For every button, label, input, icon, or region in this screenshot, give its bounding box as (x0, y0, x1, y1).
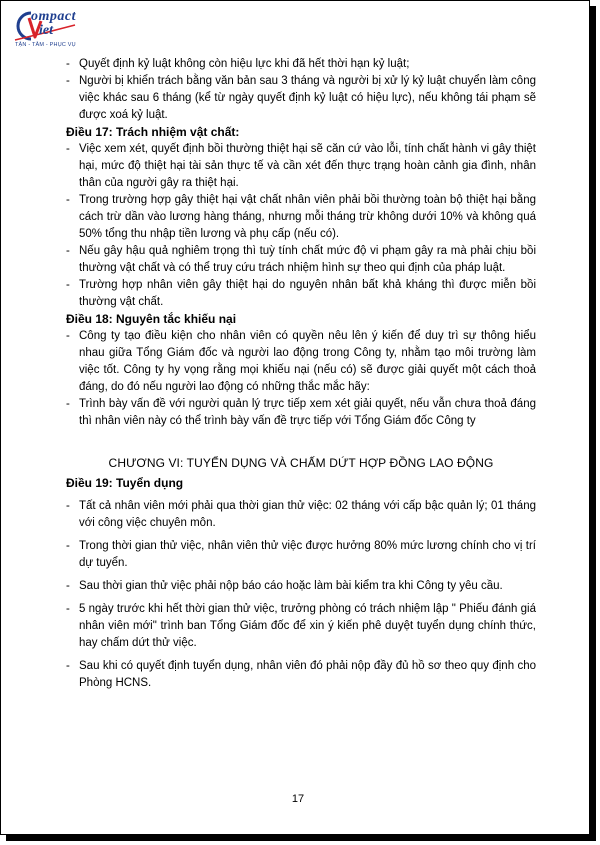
list-dash: - (66, 540, 70, 552)
list-item (66, 658, 536, 692)
list-item (66, 498, 536, 532)
article-heading: Điều 19: Tuyển dụng (66, 476, 184, 490)
list-dash: - (66, 279, 70, 291)
chapter-title: CHƯƠNG VI: TUYỂN DỤNG VÀ CHẤM DỨT HỢP ĐỒNG LAO ĐỘNG (108, 456, 494, 470)
list-dash: - (66, 58, 70, 70)
list-item-text: Trong thời gian thử việc, nhân viên thử việc được hưởng 80% mức lương chính cho vị trí dự tuyển. (79, 540, 536, 569)
list-dash: - (66, 660, 70, 672)
company-logo (5, 7, 97, 53)
list-item-text: Trình bày vấn đề với người quản lý trực tiếp xem xét giải quyết, nếu vẫn chưa thoả đáng thì nhân viên này có thể trình bày vấn đề trực tiếp với Tổng Giám đốc Công ty (79, 398, 536, 427)
list-item-text: Việc xem xét, quyết định bồi thường thiệt hại sẽ căn cứ vào lỗi, tính chất hành vi gây thiệt hại, mức độ thiệt hại tài sản thực tế và cần xét đến thực trạng hoàn cảnh gia đình, nhân thân của người gây ra thiệt hại. (79, 143, 536, 189)
list-item-text: Công ty tạo điều kiện cho nhân viên có quyền nêu lên ý kiến để duy trì sự thông hiểu nhau giữa Tổng Giám đốc và người lao động trong Công ty, nhằm tạo môi trường làm việc tốt. Công ty hy vọng rằng mọi khiếu nại (nếu có) sẽ được giải quyết một cách thoả đáng, do đó nếu người lao động có những thắc mắc hãy: (79, 330, 536, 393)
list-item-text: Tất cả nhân viên mới phải qua thời gian thử việc: 02 tháng với cấp bậc quản lý; 01 tháng với công việc chuyên môn. (79, 500, 536, 529)
list-item (66, 73, 536, 124)
list-item (66, 578, 536, 595)
list-item-text: Trường hợp nhân viên gây thiệt hại do nguyên nhân bất khả kháng thì được miễn bồi thường vật chất. (79, 279, 536, 308)
list-item (66, 243, 536, 277)
list-dash: - (66, 245, 70, 257)
logo-word-compact: ompact (31, 9, 76, 24)
list-item (66, 141, 536, 192)
list-item-text: Quyết định kỷ luật không còn hiệu lực khi đã hết thời hạn kỷ luật; (79, 58, 410, 70)
list-dash: - (66, 398, 70, 410)
list-item (66, 192, 536, 243)
list-dash: - (66, 330, 70, 342)
list-item (66, 277, 536, 311)
page-number: 17 (291, 793, 305, 805)
page-shadow-right (590, 6, 596, 841)
list-item (66, 56, 536, 73)
list-dash: - (66, 603, 70, 615)
logo-tagline: TẬN - TÂM - PHỤC VỤ (15, 42, 76, 48)
list-item-text: Nếu gây hậu quả nghiêm trọng thì tuỳ tính chất mức độ vi phạm gây ra mà phải chịu bồi thường vật chất và có thể truy cứu trách nhiệm hình sự theo qui định của pháp luật. (79, 245, 536, 274)
logo-word-viet: iet (39, 23, 53, 38)
list-item (66, 328, 536, 396)
document-body (66, 56, 536, 692)
list-item-text: Trong trường hợp gây thiệt hại vật chất nhân viên phải bồi thường toàn bộ thiệt hại bằng cách trừ dần vào lương hàng tháng, nhưng mỗi tháng trừ không dưới 10% và không quá 50% tổng thu nhập tiền lương và phụ cấp (nếu có). (79, 194, 536, 240)
article-heading: Điều 18: Nguyên tắc khiếu nại (66, 312, 237, 326)
list-item-text: 5 ngày trước khi hết thời gian thử việc, trưởng phòng có trách nhiệm lập " Phiếu đánh giá nhân viên mới" trình ban Tổng Giám đốc để xin ý kiến phê duyệt tuyển dụng chính thức, hay chấm dứt thử việc. (79, 603, 536, 649)
list-item-text: Người bị khiển trách bằng văn bản sau 3 tháng và người bị xử lý kỷ luật chuyển làm công việc khác sau 6 tháng (kể từ ngày quyết định kỷ luật có hiệu lực), nếu không tái phạm sẽ được xoá kỷ luật. (79, 75, 536, 121)
list-item (66, 396, 536, 430)
list-dash: - (66, 500, 70, 512)
list-item (66, 538, 536, 572)
list-dash: - (66, 143, 70, 155)
list-item-text: Sau thời gian thử việc phải nộp báo cáo hoặc làm bài kiểm tra khi Công ty yêu cầu. (79, 580, 503, 592)
list-dash: - (66, 75, 70, 87)
list-item (66, 601, 536, 652)
list-dash: - (66, 580, 70, 592)
list-item-text: Sau khi có quyết định tuyển dụng, nhân viên đó phải nộp đầy đủ hồ sơ theo quy định cho Phòng HCNS. (79, 660, 536, 689)
article-heading: Điều 17: Trách nhiệm vật chất: (66, 125, 240, 139)
page-shadow-bottom (6, 835, 596, 841)
list-dash: - (66, 194, 70, 206)
